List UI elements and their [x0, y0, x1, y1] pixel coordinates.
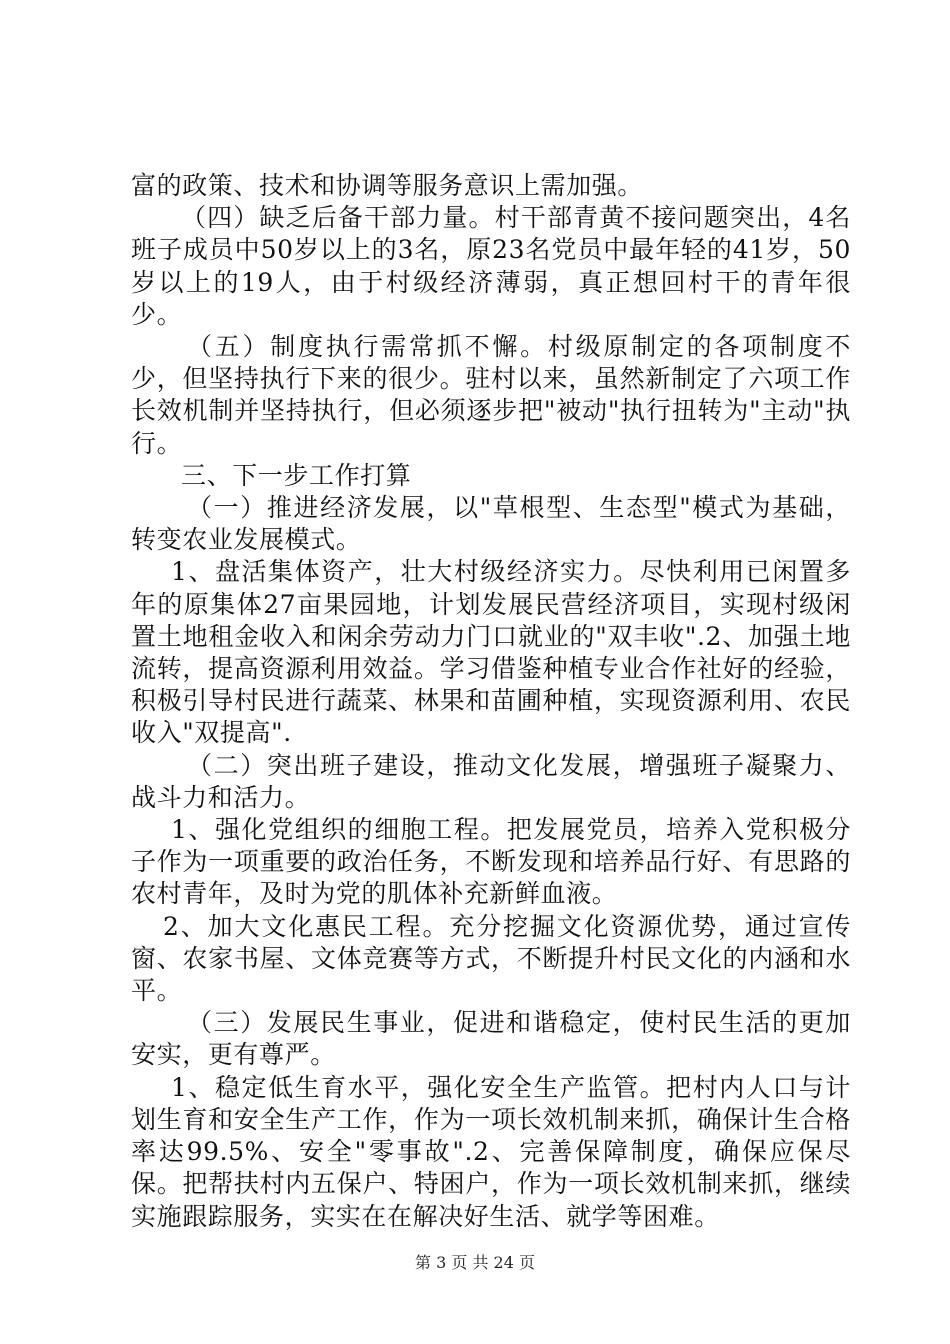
paragraph-continuation: 富的政策、技术和协调等服务意识上需加强。: [131, 171, 644, 200]
paragraph-subsection-three: （三）发展民生事业，促进和谐稳定，使村民生活的更加安实，更有尊严。: [131, 1008, 851, 1070]
paragraph-subsection-two: （二）突出班子建设，推动文化发展，增强班子凝聚力、战斗力和活力。: [131, 750, 851, 812]
paragraph-item-party-cells: 1、强化党组织的细胞工程。把发展党员，培养入党积极分子作为一项重要的政治任务，不断发现和培养品行好、有思路的农村青年，及时为党的肌体补充新鲜血液。: [131, 815, 851, 909]
paragraph-subsection-one: （一）推进经济发展，以"草根型、生态型"模式为基础，转变农业发展模式。: [131, 493, 851, 555]
section-heading-next-steps: 三、下一步工作打算: [181, 460, 412, 490]
paragraph-section-five: （五）制度执行需常抓不懈。村级原制定的各项制度不少，但坚持执行下来的很少。驻村以来，虽然新制定了六项工作长效机制并坚持执行，但必须逐步把"被动"执行扭转为"主动"执行。: [131, 332, 851, 458]
page-number-footer: 第 3 页 共 24 页: [415, 1253, 535, 1272]
paragraph-item-culture: 2、加大文化惠民工程。充分挖掘文化资源优势，通过宣传窗、农家书屋、文体竞赛等方式，不断提升村民文化的内涵和水平。: [131, 911, 851, 1006]
paragraph-item-safety: 1、稳定低生育水平，强化安全生产监管。把村内人口与计划生育和安全生产工作，作为一项长效机制来抓，确保计生合格率达99.5%、安全"零事故".2、完善保障制度，确保应保尽保。把帮扶村内五保户、特困户，作为一项长效机制来抓，继续实施跟踪服务，实实在在解决好生活、就学等困难。: [131, 1072, 851, 1231]
paragraph-item-asset-revival: 1、盘活集体资产，壮大村级经济实力。尽快利用已闲置多年的原集体27亩果园地，计划发展民营经济项目，实现村级闲置土地租金收入和闲余劳动力门口就业的"双丰收".2、加强土地流转，提高资源利用效益。学习借鉴种植专业合作社好的经验，积极引导村民进行蔬菜、林果和苗圃种植，实现资源利用、农民收入"双提高".: [131, 557, 851, 748]
paragraph-section-four: （四）缺乏后备干部力量。村干部青黄不接问题突出，4名班子成员中50岁以上的3名，原23名党员中最年轻的41岁，50岁以上的19人，由于村级经济薄弱，真正想回村干的青年很少。: [131, 203, 851, 329]
document-body: [131, 170, 851, 1233]
